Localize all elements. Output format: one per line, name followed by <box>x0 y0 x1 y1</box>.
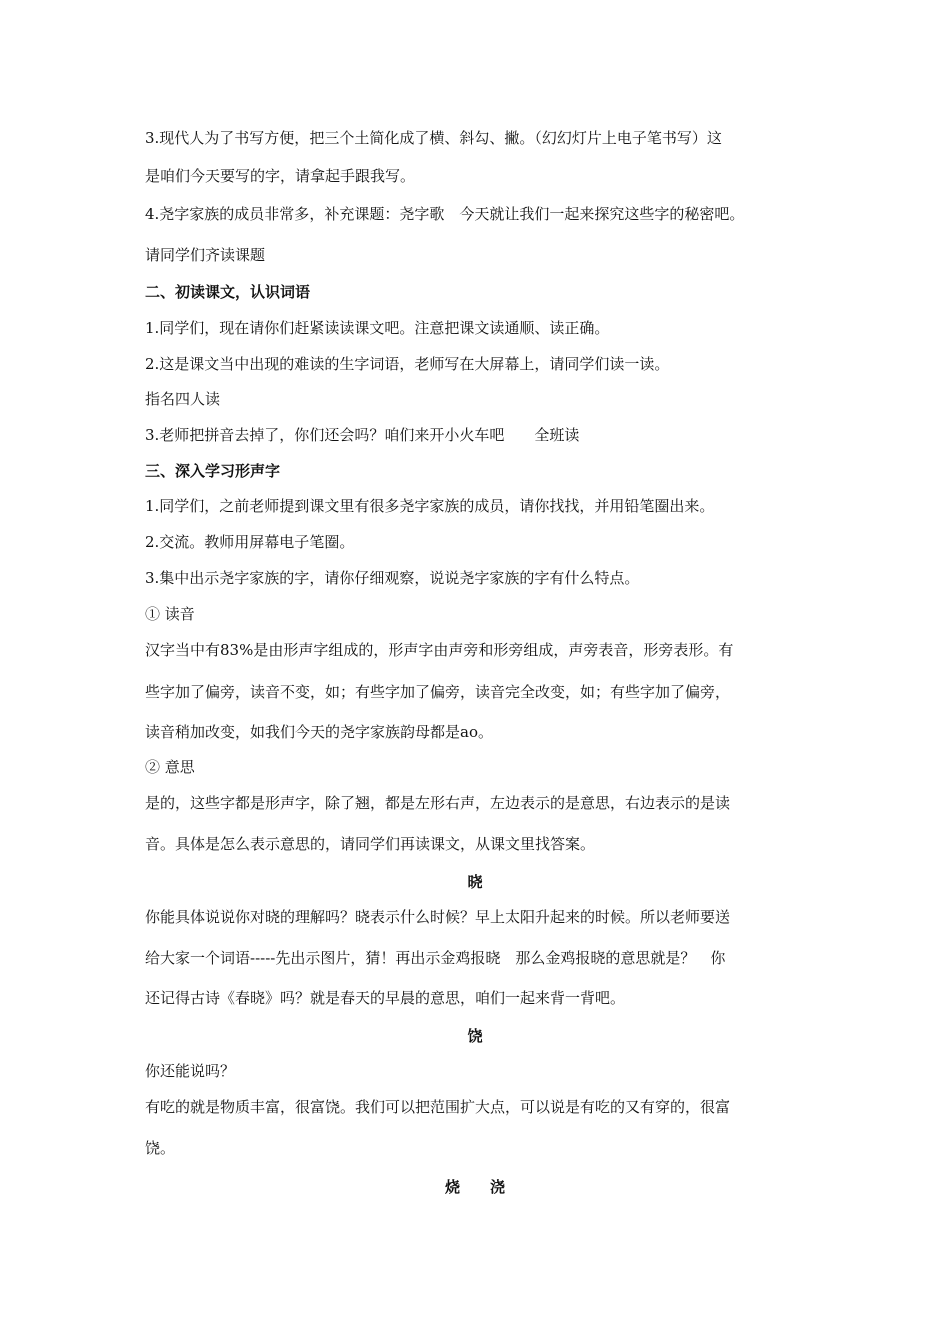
character-heading: 烧 浇 <box>444 1178 505 1196</box>
paragraph-line: 汉字当中有83%是由形声字组成的，形声字由声旁和形旁组成，声旁表音，形旁表形。有 <box>145 641 734 659</box>
paragraph-line: 读音稍加改变，如我们今天的尧字家族韵母都是ao。 <box>145 723 493 741</box>
paragraph-line: 4.尧字家族的成员非常多，补充课题：尧字歌 今天就让我们一起来探究这些字的秘密吧。 <box>145 205 745 223</box>
paragraph-line: 你还能说吗？ <box>145 1062 236 1080</box>
paragraph-line: 3.老师把拼音去掉了，你们还会吗？咱们来开小火车吧 全班读 <box>145 426 580 444</box>
paragraph-line: 有吃的就是物质丰富，很富饶。我们可以把范围扩大点，可以说是有吃的又有穿的，很富 <box>145 1098 731 1116</box>
paragraph-line: 1.同学们，之前老师提到课文里有很多尧字家族的成员，请你找找，并用铅笔圈出来。 <box>145 497 715 515</box>
section-heading: 二、初读课文，认识词语 <box>145 283 311 301</box>
paragraph-line: 1.同学们，现在请你们赶紧读读课文吧。注意把课文读通顺、读正确。 <box>145 319 610 337</box>
paragraph-line: 3.集中出示尧字家族的字，请你仔细观察，说说尧字家族的字有什么特点。 <box>145 569 640 587</box>
paragraph-line: 给大家一个词语-----先出示图片，猜！再出示金鸡报晓 那么金鸡报晓的意思就是？ 你 <box>145 949 726 967</box>
paragraph-line: 是咱们今天要写的字，请拿起手跟我写。 <box>145 167 416 185</box>
character-heading: 饶 <box>467 1027 483 1045</box>
paragraph-line: 2.这是课文当中出现的难读的生字词语，老师写在大屏幕上，请同学们读一读。 <box>145 355 670 373</box>
section-heading: 三、深入学习形声字 <box>145 462 281 480</box>
paragraph-line: 指名四人读 <box>145 390 221 408</box>
paragraph-line: 请同学们齐读课题 <box>145 246 266 264</box>
paragraph-line: 还记得古诗《春晓》吗？就是春天的早晨的意思，咱们一起来背一背吧。 <box>145 989 626 1007</box>
paragraph-line: 是的，这些字都是形声字，除了翘，都是左形右声，左边表示的是意思，右边表示的是读 <box>145 794 731 812</box>
paragraph-line: 你能具体说说你对晓的理解吗？晓表示什么时候？早上太阳升起来的时候。所以老师要送 <box>145 908 731 926</box>
subheading-line: ① 读音 <box>145 605 195 623</box>
paragraph-line: 3.现代人为了书写方便，把三个土简化成了横、斜勾、撇。（幻幻灯片上电子笔书写）这 <box>145 129 722 147</box>
paragraph-line: 饶。 <box>145 1139 176 1157</box>
paragraph-line: 音。具体是怎么表示意思的，请同学们再读课文，从课文里找答案。 <box>145 835 596 853</box>
subheading-line: ② 意思 <box>145 758 195 776</box>
paragraph-line: 些字加了偏旁，读音不变，如；有些字加了偏旁，读音完全改变，如；有些字加了偏旁， <box>145 683 731 701</box>
paragraph-line: 2.交流。教师用屏幕电子笔圈。 <box>145 533 355 551</box>
character-heading: 晓 <box>467 873 483 891</box>
